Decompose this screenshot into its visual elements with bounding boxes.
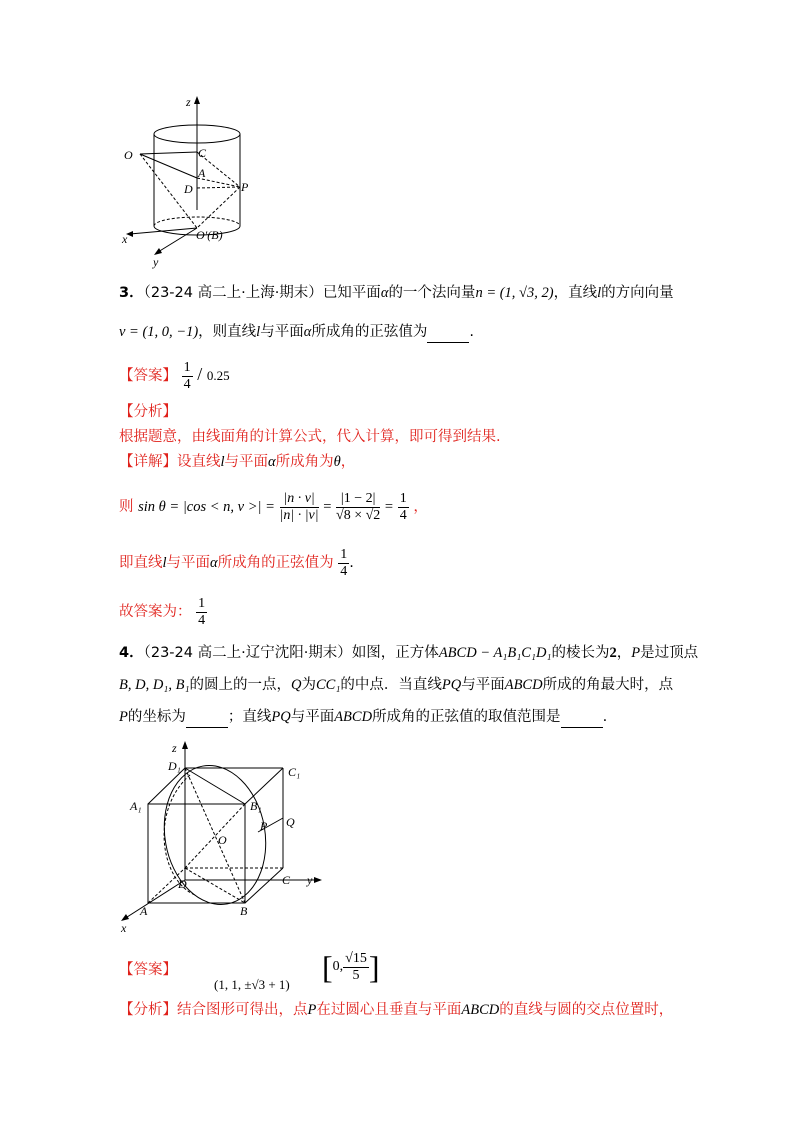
q4-text9: 所成的角最大时，点 bbox=[542, 677, 674, 693]
a3-frac3: $\frac{1}{4}$ bbox=[399, 490, 407, 523]
q4-CC1: CC₁ bbox=[315, 677, 341, 693]
fig2-B: B bbox=[240, 904, 248, 918]
q4-line2 bbox=[119, 675, 673, 695]
q4-blank-1 bbox=[186, 707, 228, 728]
q4-P-2: P bbox=[119, 709, 128, 725]
point-O-label: O bbox=[124, 148, 133, 162]
a4-answer2-pre: 0, bbox=[332, 959, 344, 974]
a3-detail-c: 所成角为 bbox=[275, 454, 334, 470]
q4-period: . bbox=[602, 709, 608, 725]
cylinder-figure bbox=[118, 90, 278, 270]
a3-detail-theta: θ bbox=[333, 454, 341, 470]
q4-ABCD-2: ABCD bbox=[334, 709, 373, 725]
q3-answer-blank bbox=[427, 322, 469, 343]
point-C-label: C bbox=[198, 146, 207, 160]
a3-answer-row bbox=[119, 356, 230, 392]
q3-direction-vector: v = (1, 0, −1) bbox=[119, 324, 199, 340]
fig2-Q: Q bbox=[286, 815, 295, 829]
a3-conc-c: 所成角的正弦值为 bbox=[217, 555, 334, 571]
a4-analysis-P: P bbox=[307, 1002, 317, 1018]
a3-conc-b: 与平面 bbox=[166, 555, 211, 571]
q3-text7: 所成角的正弦值为 bbox=[311, 324, 428, 340]
q4-line3 bbox=[119, 707, 607, 728]
q3-line-l-2: l bbox=[256, 324, 261, 340]
fig2-D1: D₁ bbox=[168, 759, 181, 773]
q4-PQ: PQ bbox=[441, 677, 462, 693]
fig2-P: P bbox=[260, 819, 268, 833]
q4-text8: 与平面 bbox=[461, 677, 505, 693]
a3-answer-label: 【答案】 bbox=[119, 368, 177, 384]
a4-analysis-label: 【分析】 bbox=[119, 1002, 177, 1018]
q4-text4: 是过顶点 bbox=[640, 645, 699, 661]
q3-alpha: α bbox=[380, 285, 389, 301]
a4-analysis-a: 结合图形可得出，点 bbox=[177, 1002, 308, 1018]
axis-y-label: y bbox=[153, 255, 159, 269]
q4-blank-2 bbox=[561, 707, 603, 728]
q4-ABCD: ABCD bbox=[504, 677, 543, 693]
q3-text5: ，则直线 bbox=[198, 324, 257, 340]
q3-line-l: l bbox=[597, 285, 602, 301]
a3-detail-a: 设直线 bbox=[177, 454, 221, 470]
a3-detail-row bbox=[119, 452, 355, 472]
a4-answer-label: 【答案】 bbox=[119, 962, 177, 978]
q3-normal-vector: n = (1, √3, 2) bbox=[475, 285, 554, 301]
a3-frac1: $\frac{|n \cdot v|}{|n| \cdot |v|}$ bbox=[279, 490, 319, 523]
fig2-O: O bbox=[218, 833, 227, 847]
a3-conc-l: l bbox=[162, 555, 167, 571]
a3-detail-b: 与平面 bbox=[224, 454, 269, 470]
a3-detail-comma: ， bbox=[340, 454, 356, 470]
q3-text1: 已知平面 bbox=[322, 285, 381, 301]
q3-text6: 与平面 bbox=[260, 324, 304, 340]
q3-text2: 的一个法向量 bbox=[388, 285, 476, 301]
a3-eq1: = bbox=[323, 499, 332, 515]
a3-conc-a: 即直线 bbox=[119, 555, 163, 571]
a3-answer-sep: / bbox=[197, 364, 203, 384]
q4-text8-2: 与平面 bbox=[290, 709, 335, 725]
a3-frac2: $\frac{|1 - 2|}{√8 \times √2}$ bbox=[336, 490, 381, 523]
q3-alpha-2: α bbox=[303, 324, 312, 340]
fig2-A: A bbox=[140, 904, 148, 918]
q4-Q: Q bbox=[291, 677, 302, 693]
fig2-C: C bbox=[282, 873, 291, 887]
q4-source: （23-24 高二上·辽宁沈阳·期末） bbox=[143, 645, 352, 661]
a3-final-fraction: $\frac{1}{4}$ bbox=[198, 595, 206, 628]
q4-text2: 的棱长为 bbox=[551, 645, 610, 661]
fig2-B1: B₁ bbox=[250, 799, 262, 813]
q4-text12: 所成角的正弦值的取值范围是 bbox=[372, 709, 561, 725]
a3-final-row bbox=[119, 594, 207, 630]
fig2-axis-y: y bbox=[307, 873, 313, 887]
a3-conc-fraction: $\frac{1}{4}$ bbox=[340, 546, 348, 579]
q4-text3: ， bbox=[616, 645, 632, 661]
a4-analysis-c: 的直线与圆的交点位置时， bbox=[499, 1002, 674, 1018]
a3-formula-comma: ， bbox=[413, 499, 428, 515]
point-D-label: D bbox=[184, 182, 193, 196]
q4-PQ-2: PQ bbox=[271, 709, 291, 725]
q4-line1 bbox=[119, 643, 698, 663]
point-A-label: A bbox=[198, 166, 206, 180]
a3-sin-theta: sin θ = |cos < n, v >| = bbox=[138, 499, 275, 515]
point-OB-label: O′(B) bbox=[196, 228, 223, 242]
a4-answer2: [ 0, $\frac{√15}{5}$ ] bbox=[322, 949, 380, 985]
q3-number: 3． bbox=[119, 285, 144, 301]
a4-answer1: (1, 1, ±√3 + 1) bbox=[214, 977, 290, 992]
q4-text11: ；直线 bbox=[227, 709, 272, 725]
q4-number: 4． bbox=[119, 645, 144, 661]
a3-answer-fraction: $\frac{1}{4}$ bbox=[183, 359, 191, 392]
q3-text4: 的方向向量 bbox=[601, 285, 674, 301]
a3-conc-alpha: α bbox=[210, 555, 218, 571]
a3-analysis-label: 【分析】 bbox=[119, 404, 177, 420]
fig2-C1: C₁ bbox=[288, 765, 301, 779]
q4-text7: 的中点．当直线 bbox=[340, 677, 442, 693]
a4-analysis-b: 在过圆心且垂直与平面 bbox=[316, 1002, 462, 1018]
a3-answer-decimal: 0.25 bbox=[206, 368, 230, 383]
a3-conclusion-row: 即直线l与平面α所成角的正弦值为 $\frac{1}{4}$ . bbox=[119, 546, 354, 579]
a3-analysis-text: 根据题意，由线面角的计算公式，代入计算，即可得到结果. bbox=[119, 429, 501, 445]
cube-figure bbox=[118, 738, 328, 938]
q3-line1 bbox=[119, 283, 674, 303]
axis-z-label: z bbox=[186, 95, 191, 109]
fig2-axis-z: z bbox=[172, 741, 177, 755]
a4-analysis-row bbox=[119, 1000, 673, 1020]
a4-analysis-ABCD: ABCD bbox=[461, 1002, 500, 1018]
q4-cube: ABCD − A₁B₁C₁D₁ bbox=[438, 645, 552, 661]
a3-final-label: 故答案为： bbox=[119, 604, 192, 620]
q4-text10: 的坐标为 bbox=[127, 709, 186, 725]
fig2-D: D bbox=[178, 877, 187, 891]
a3-formula-row bbox=[119, 484, 428, 530]
a4-answer2-fraction: $\frac{√15}{5}$ bbox=[345, 950, 367, 983]
a3-detail-l: l bbox=[220, 454, 225, 470]
a3-detail-label: 【详解】 bbox=[119, 454, 177, 470]
point-P-label: P bbox=[241, 180, 249, 194]
q4-text5: 的圆上的一点， bbox=[189, 677, 291, 693]
q3-text3: ，直线 bbox=[553, 285, 598, 301]
axis-x-label: x bbox=[122, 232, 128, 246]
q4-edge: 2 bbox=[609, 645, 617, 661]
q4-text1: 如图，正方体 bbox=[351, 645, 439, 661]
a3-detail-alpha: α bbox=[268, 454, 276, 470]
q3-period: . bbox=[469, 324, 474, 340]
q3-source: （23-24 高二上·上海·期末） bbox=[143, 285, 323, 301]
fig2-A1: A₁ bbox=[130, 799, 142, 813]
a3-eq2: = bbox=[384, 499, 394, 515]
q4-P: P bbox=[631, 645, 641, 661]
a3-then: 则 bbox=[119, 499, 134, 515]
q3-line2 bbox=[119, 322, 474, 343]
q4-vertices: B, D, D₁, B₁ bbox=[119, 677, 190, 693]
q4-text6: 为 bbox=[301, 677, 316, 693]
fig2-axis-x: x bbox=[121, 921, 127, 935]
